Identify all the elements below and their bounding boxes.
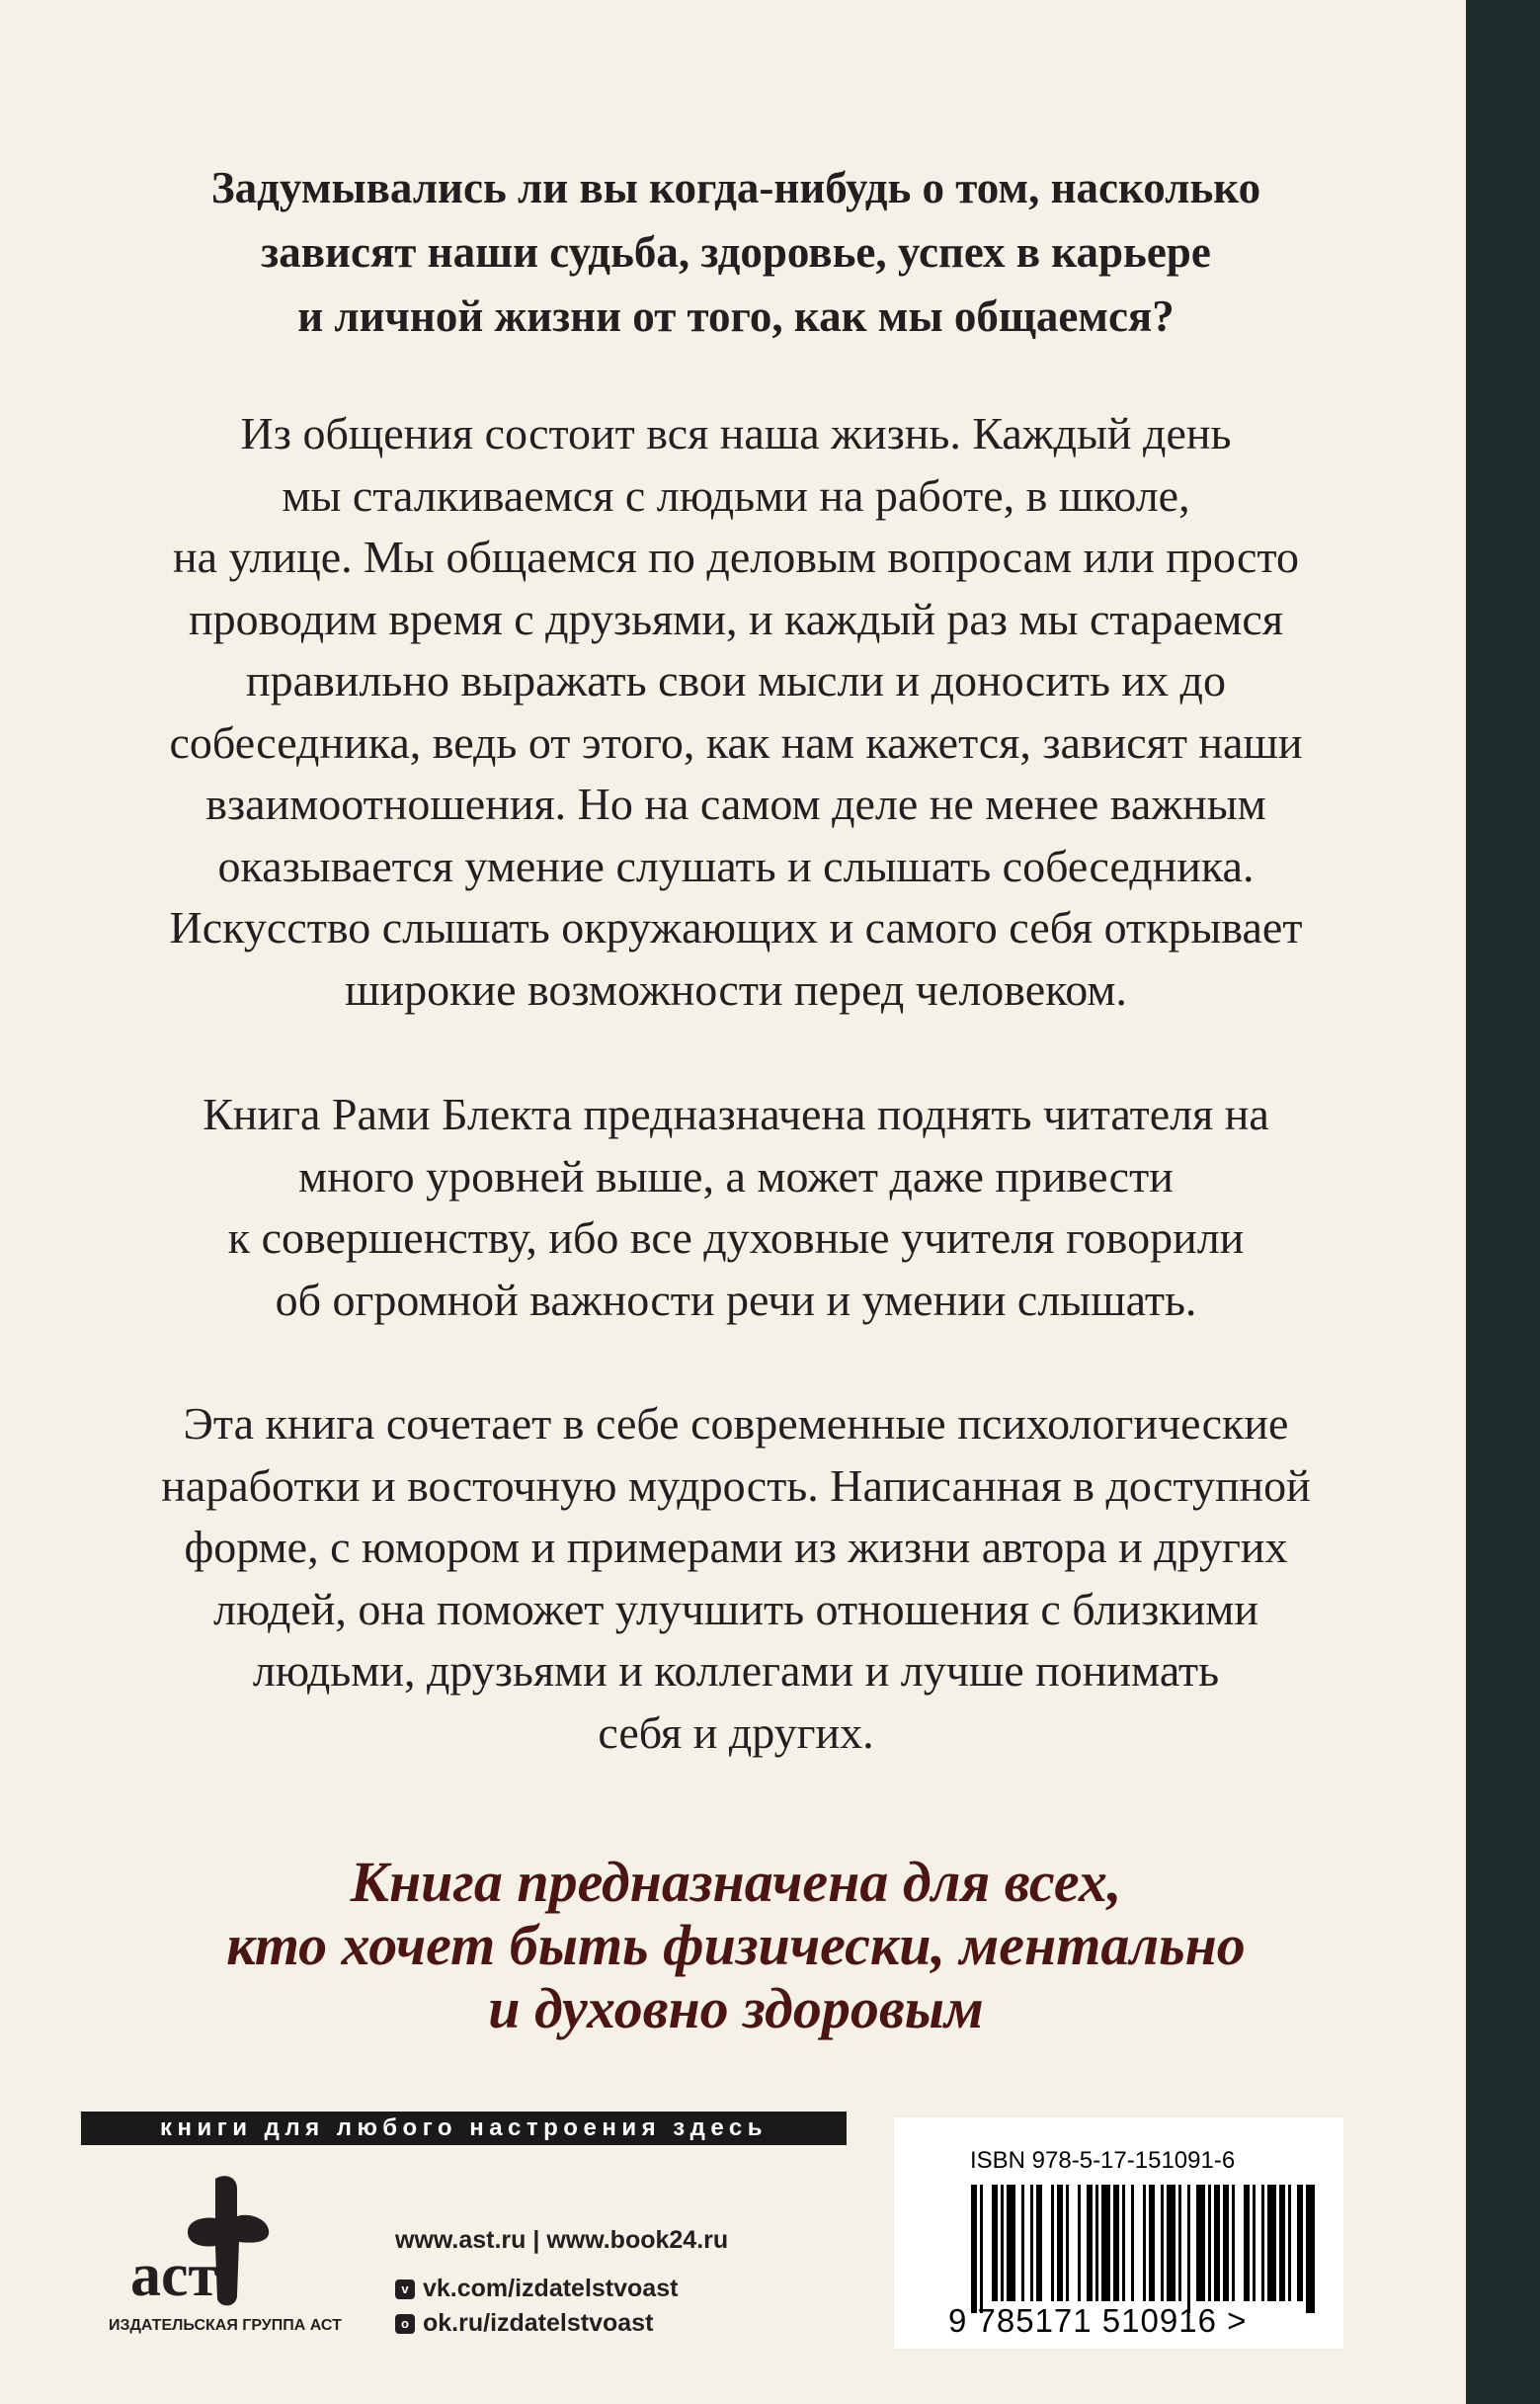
barcode-bar <box>1051 2185 1054 2301</box>
barcode-digits: 9 785171 510916 > <box>948 2302 1248 2339</box>
lead-line: и личной жизни от того, как мы общаемся? <box>297 291 1175 341</box>
text-line: проводим время с друзьями, и каждый раз мы стараемся <box>189 593 1283 644</box>
ok-link[interactable] <box>395 2309 728 2338</box>
vk-icon: v <box>395 2280 415 2299</box>
promo-banner: книги для любого настроения здесь <box>81 2112 847 2145</box>
barcode-bar <box>1187 2185 1190 2313</box>
barcode-bar <box>1167 2185 1175 2301</box>
text-line: об огромной важности речи и умении слышать. <box>275 1274 1197 1325</box>
lead-line: Задумывались ли вы когда-нибудь о том, насколько <box>210 163 1261 212</box>
text-line: Искусство слышать окружающих и самого себя открывает <box>169 902 1303 953</box>
paragraph-3 <box>59 1393 1413 1764</box>
barcode-bar <box>1279 2185 1285 2301</box>
tagline-line: Книга предназначена для всех, <box>350 1850 1122 1914</box>
text-line: Книга Рами Блекта предназначена поднять читателя на <box>203 1089 1269 1139</box>
barcode-bar <box>1021 2185 1024 2301</box>
barcode-bar <box>1244 2185 1250 2301</box>
text-line: собеседника, ведь от этого, как нам кажется, зависят наши <box>169 716 1303 768</box>
barcode-bar <box>1306 2185 1315 2313</box>
text-line: форме, с юмором и примерами из жизни автора и других <box>184 1522 1288 1572</box>
barcode-bar <box>1149 2185 1155 2301</box>
barcode-bar <box>1223 2185 1229 2301</box>
barcode-bar <box>1288 2185 1291 2301</box>
publisher-links <box>395 2226 728 2338</box>
barcode-bar <box>1131 2185 1134 2301</box>
barcode-bar <box>1101 2185 1110 2301</box>
website-links[interactable]: www.ast.ru | www.book24.ru <box>395 2226 729 2254</box>
barcode-bar <box>1036 2185 1042 2301</box>
paragraph-1 <box>59 403 1413 1021</box>
text-line: правильно выражать свои мысли и доносить их до <box>246 655 1226 705</box>
lead-line: зависят наши судьба, здоровье, успех в карьере <box>261 227 1211 277</box>
vk-link-text: vk.com/izdatelstvoast <box>423 2275 679 2302</box>
paragraph-2 <box>59 1084 1413 1331</box>
isbn-text: ISBN 978-5-17-151091-6 <box>970 2147 1236 2174</box>
barcode-bar <box>1078 2185 1081 2301</box>
tagline-line: и духовно здоровым <box>488 1976 984 2040</box>
barcode-bar <box>1087 2185 1093 2301</box>
ok-icon: o <box>395 2314 415 2334</box>
barcode-bar <box>1297 2185 1303 2301</box>
barcode-bar <box>1007 2185 1015 2301</box>
text-line: Из общения состоит вся наша жизнь. Каждый день <box>240 408 1232 458</box>
text-line: широкие возможности перед человеком. <box>345 963 1127 1015</box>
text-line: людей, она поможет улучшить отношения с близкими <box>213 1583 1258 1634</box>
barcode-bar <box>1196 2185 1205 2301</box>
barcode-bar <box>1253 2185 1256 2301</box>
text-line: оказывается умение слушать и слышать собеседника. <box>217 840 1255 891</box>
text-line: много уровней выше, а может даже привести <box>298 1150 1174 1202</box>
barcode-bar <box>1066 2185 1069 2301</box>
tagline <box>59 1851 1413 2040</box>
lead-question <box>69 156 1403 349</box>
text-line: взаимоотношения. Но на самом деле не менее важным <box>205 779 1266 829</box>
barcode-bar <box>1267 2185 1276 2301</box>
barcode-bar <box>1030 2185 1033 2301</box>
text-line: мы сталкиваемся с людьми на работе, в школе, <box>282 469 1190 521</box>
barcode-bar <box>1261 2185 1264 2301</box>
barcode-bar <box>1001 2185 1004 2301</box>
ast-logo-letters: аст <box>130 2242 218 2309</box>
barcode-bar <box>1214 2185 1220 2301</box>
barcode-bar <box>971 2185 977 2313</box>
text-line: наработки и восточную мудрость. Написанная в доступной <box>161 1459 1311 1511</box>
publisher-caption: ИЗДАТЕЛЬСКАЯ ГРУППА АСТ <box>109 2317 342 2334</box>
spine-strip <box>1466 0 1540 2404</box>
barcode-bar <box>992 2185 998 2301</box>
barcode-bar <box>1232 2185 1235 2301</box>
ast-logo <box>119 2169 277 2317</box>
text-line: к совершенству, ибо все духовные учителя говорили <box>227 1212 1245 1263</box>
barcode-bar <box>1057 2185 1063 2301</box>
barcode-bar <box>980 2185 983 2313</box>
text-line: людьми, друзьями и коллегами и лучше понимать <box>252 1645 1220 1696</box>
vk-link[interactable] <box>395 2275 728 2303</box>
text-line: себя и других. <box>598 1706 874 1758</box>
barcode-bar <box>1113 2185 1119 2301</box>
ok-link-text: ok.ru/izdatelstvoast <box>423 2309 654 2337</box>
barcode-bar <box>1208 2185 1211 2301</box>
barcode-bar <box>1095 2185 1098 2301</box>
text-line: на улице. Мы общаемся по деловым вопросам или просто <box>173 532 1299 582</box>
barcode-bar <box>1161 2185 1164 2301</box>
barcode-bar <box>1122 2185 1125 2301</box>
barcode-bar <box>1143 2185 1146 2301</box>
text-line: Эта книга сочетает в себе современные психологические <box>183 1398 1289 1449</box>
barcode-panel <box>894 2117 1343 2349</box>
barcode-bar <box>1178 2185 1181 2301</box>
tagline-line: кто хочет быть физически, ментально <box>226 1913 1246 1977</box>
